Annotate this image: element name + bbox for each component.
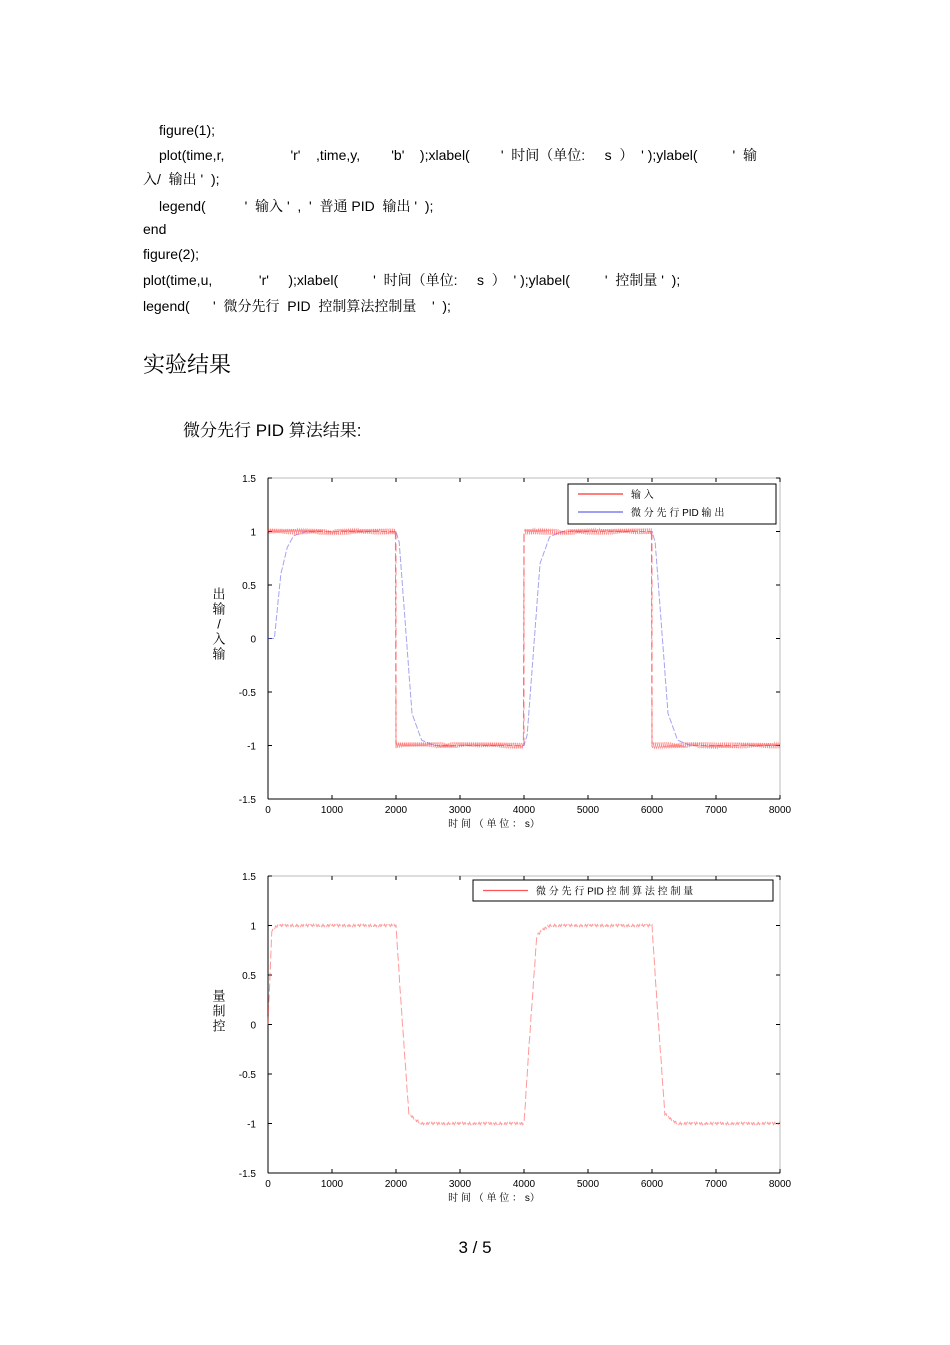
y-tick-label: 0.5 bbox=[242, 581, 256, 592]
section-subheading: 微分先行 PID 算法结果: bbox=[183, 421, 362, 440]
code-line: legend( ' 输入 ' , ' 普通 PID 输出 ' ); bbox=[159, 198, 434, 214]
y-tick-label: -0.5 bbox=[238, 1070, 256, 1081]
x-tick-label: 3000 bbox=[448, 805, 472, 816]
x-tick-label: 4000 bbox=[512, 1179, 536, 1190]
y-tick-label: -1 bbox=[247, 1119, 256, 1131]
x-tick-label: 5000 bbox=[576, 805, 600, 816]
y-tick-label: 1.5 bbox=[242, 872, 256, 883]
section-heading: 实验结果 bbox=[143, 352, 232, 377]
plot-frame bbox=[268, 876, 780, 1173]
legend-label: 微 分 先 行 PID 输 出 bbox=[631, 508, 725, 519]
chart-2 bbox=[212, 872, 791, 1204]
y-tick-label: -0.5 bbox=[238, 688, 256, 699]
code-line: 入/ 输出 ' ); bbox=[143, 171, 220, 187]
x-tick-label: 0 bbox=[265, 1179, 271, 1190]
x-tick-label: 6000 bbox=[640, 805, 664, 816]
y-tick-label: -1 bbox=[247, 741, 256, 753]
y-tick-label: 0.5 bbox=[242, 971, 256, 982]
x-tick-label: 0 bbox=[265, 805, 271, 816]
y-tick-label: -1.5 bbox=[238, 795, 256, 806]
y-tick-label: 1.5 bbox=[242, 474, 256, 485]
x-tick-label: 1000 bbox=[320, 1179, 344, 1190]
y-axis-label-char: 入 bbox=[212, 631, 226, 647]
x-tick-label: 8000 bbox=[768, 1179, 792, 1190]
y-axis-label-char: 控 bbox=[212, 1018, 226, 1034]
chart-1 bbox=[212, 474, 791, 830]
x-tick-label: 3000 bbox=[448, 1179, 472, 1190]
legend-label: 微 分 先 行 PID 控 制 算 法 控 制 量 bbox=[536, 886, 694, 898]
x-tick-label: 1000 bbox=[320, 805, 344, 816]
code-line: legend( ' 微分先行 PID 控制算法控制量 ' ); bbox=[143, 298, 451, 314]
code-line: plot(time,u, 'r' );xlabel( ' 时间（单位: s ） ' );ylabel( ' 控制量 ' ); bbox=[143, 272, 681, 288]
x-tick-label: 4000 bbox=[512, 805, 536, 816]
code-line: figure(1); bbox=[159, 122, 216, 138]
legend-label: 输 入 bbox=[631, 490, 654, 501]
x-tick-label: 7000 bbox=[704, 805, 728, 816]
x-tick-label: 2000 bbox=[384, 805, 408, 816]
x-axis-label: 时 间 （ 单 位 ： s） bbox=[448, 819, 540, 830]
y-axis-label-char: / bbox=[217, 616, 221, 632]
x-tick-label: 5000 bbox=[576, 1179, 600, 1190]
x-tick-label: 6000 bbox=[640, 1179, 664, 1190]
code-line: plot(time,r, 'r' ,time,y, 'b' );xlabel( ' 时间（单位: s ） ' );ylabel( ' 输 bbox=[159, 147, 758, 163]
series-line bbox=[268, 924, 780, 1124]
page-number: 3 / 5 bbox=[458, 1238, 492, 1257]
y-tick-label: -1.5 bbox=[238, 1169, 256, 1180]
code-line: end bbox=[143, 221, 167, 237]
code-line: figure(2); bbox=[143, 246, 200, 262]
y-tick-label: 0 bbox=[250, 634, 256, 646]
x-tick-label: 8000 bbox=[768, 805, 792, 816]
y-tick-label: 0 bbox=[250, 1020, 256, 1032]
y-tick-label: 1 bbox=[250, 527, 256, 539]
y-axis-label-char: 输 bbox=[212, 601, 226, 617]
x-tick-label: 2000 bbox=[384, 1179, 408, 1190]
y-axis-label-char: 量 bbox=[212, 988, 226, 1004]
y-axis-label-char: 出 bbox=[212, 586, 226, 602]
y-axis-label-char: 制 bbox=[212, 1003, 226, 1019]
y-tick-label: 1 bbox=[250, 921, 256, 933]
y-axis-label-char: 输 bbox=[212, 646, 226, 662]
x-tick-label: 7000 bbox=[704, 1179, 728, 1190]
x-axis-label: 时 间 （ 单 位 ： s） bbox=[448, 1193, 540, 1204]
